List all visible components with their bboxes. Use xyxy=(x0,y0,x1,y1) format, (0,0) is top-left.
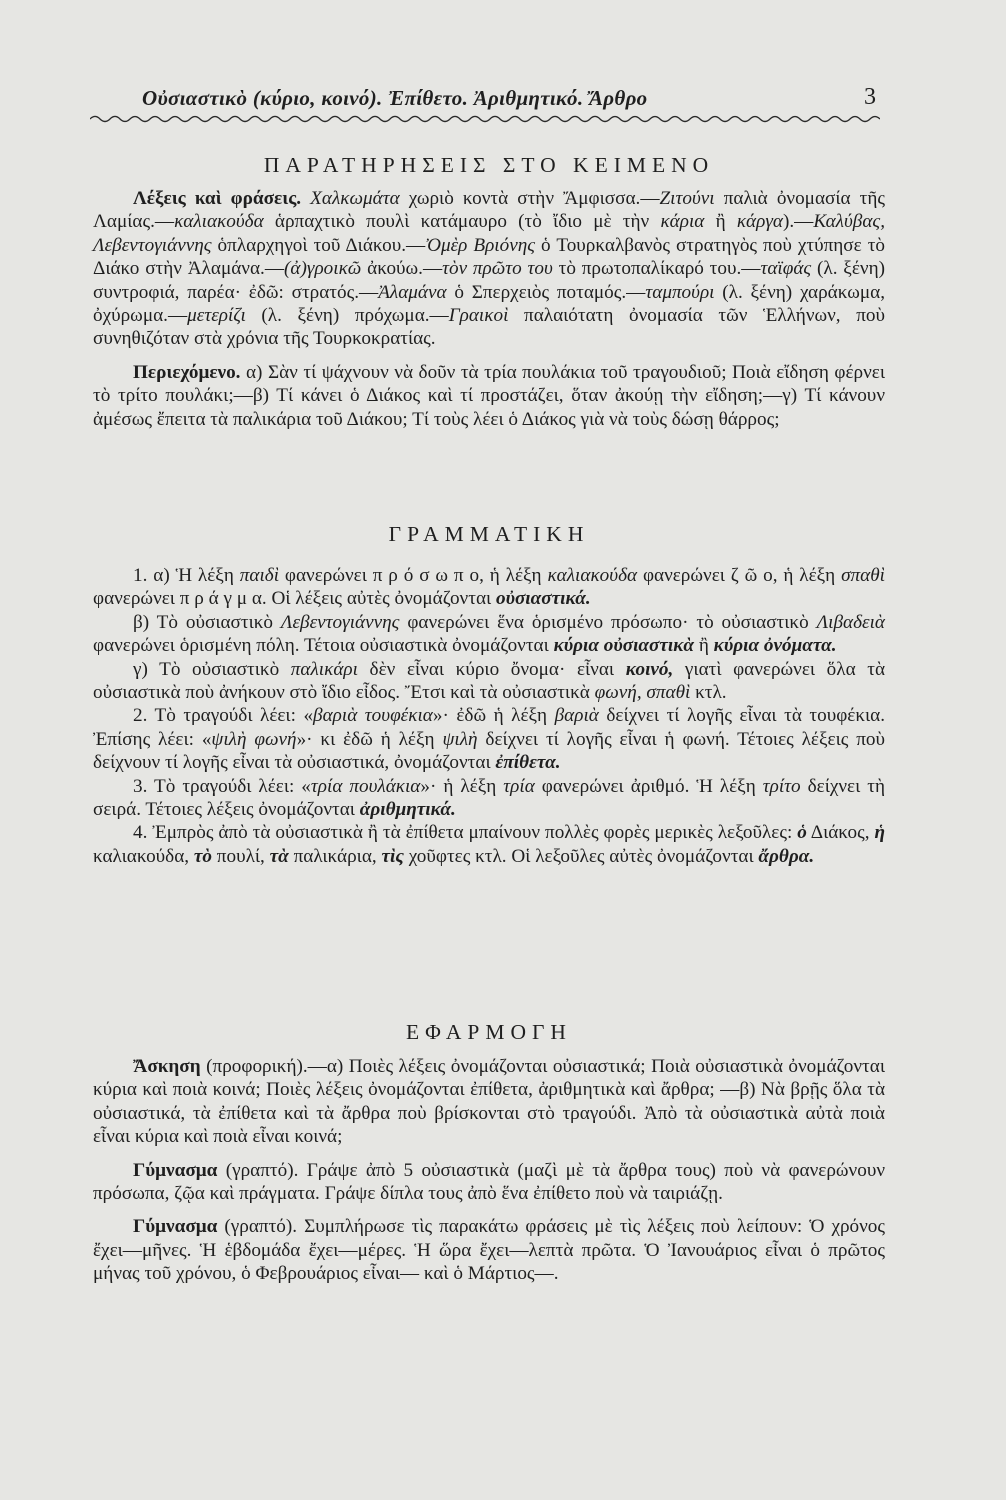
vocabulary-paragraph: Λέξεις καὶ φράσεις. Χαλκωμάτα χωριὸ κοντὰ στὴν Ἄμφισσα.—Ζιτούνι παλιὰ ὀνομασία τῆς Λαμίας.—καλιακούδα ἁρπαχτικὸ πουλὶ κατάμαυρο (τὸ ἴδιο μὲ τὴν κάρια ἢ κάργα).—Καλύβας, Λεβεντογιάννης ὁπλαρχηγοὶ τοῦ Διάκου.—Ὀμὲρ Βριόνης ὁ Τουρκαλβανὸς στρατηγὸς ποὺ χτύπησε τὸ Διάκο στὴν Ἀλαμάνα.—(ἀ)γροικῶ ἀκούω.—τὸν πρῶτο του τὸ πρωτοπαλίκαρό του.—ταϊφάς (λ. ξένη) συντροφιά, παρέα· ἐδῶ: στρατός.—Ἀλαμάνα ὁ Σπερχειὸς ποταμός.—ταμπούρι (λ. ξένη) χαράκωμα, ὀχύρωμα.—μετερίζι (λ. ξένη) πρόχωμα.—Γραικοὶ παλαιότατη ὀνομασία τῶν Ἑλλήνων, ποὺ συνηθιζόταν στὰ χρόνια τῆς Τουρκοκρατίας. xyxy=(93,188,886,350)
section-title-exercises: ΕΦΑΡΜΟΓΗ xyxy=(406,1020,572,1044)
wavy-rule xyxy=(90,112,880,126)
grammar-paragraph-6: 4. Ἐμπρὸς ἀπὸ τὰ οὐσιαστικὰ ἢ τὰ ἐπίθετα μπαίνουν πολλὲς φορὲς μερικὲς λεξοῦλες: ὁ Διάκος, ἡ καλιακούδα, τὸ πουλί, τὰ παλικάρια, τὶς χοῦφτες κτλ. Οἱ λεξοῦλες αὐτὲς ὀνομάζονται ἄρθρα. xyxy=(93,822,885,867)
oral-exercise-paragraph: Ἄσκηση (προφορική).—α) Ποιὲς λέξεις ὀνομάζονται οὐσιαστικά; Ποιὰ οὐσιαστικὰ ὀνομάζονται κύρια καὶ ποιὰ κοινά; Ποιὲς λέξεις ὀνομάζονται ἐπίθετα, ἀριθμητικὰ καὶ ἄρθρα; —β) Νὰ βρῇς ὅλα τὰ οὐσιαστικά, τὰ ἐπίθετα καὶ τὰ ἄρθρα ποὺ βρίσκονται στὸ τραγούδι. Ἀπὸ τὰ οὐσιαστικὰ αὐτὰ ποιὰ εἶναι κύρια καὶ ποιὰ εἶναι κοινά; xyxy=(93,1056,885,1148)
grammar-paragraph-2: β) Τὸ οὐσιαστικὸ Λεβεντογιάννης φανερώνει ἕνα ὁρισμένο πρόσωπο· τὸ οὐσιαστικὸ Λιβαδειὰ φανερώνει ὁρισμένη πόλη. Τέτοια οὐσιαστικὰ ὀνομάζονται κύρια οὐσιαστικὰ ἢ κύρια ὀνόματα. xyxy=(93,611,885,657)
grammar-paragraph-5: 3. Τὸ τραγούδι λέει: «τρία πουλάκια»· ἡ λέξη τρία φανερώνει ἀριθμό. Ἡ λέξη τρίτο δείχνει τὴ σειρά. Τέτοιες λέξεις ὀνομάζονται ἀριθμητικά. xyxy=(93,775,886,821)
header-title: Οὐσιαστικὸ (κύριο, κοινό). Ἐπίθετο. Ἀριθμητικό. Ἄρθρο xyxy=(142,86,648,110)
section-notes xyxy=(93,187,885,431)
grammar-paragraph-4: 2. Τὸ τραγούδι λέει: «βαριὰ τουφέκια»· ἐδῶ ἡ λέξη βαριὰ δείχνει τί λογῆς εἶναι τὰ τουφέκια. Ἐπίσης λέει: «ψιλὴ φωνή»· κι ἐδῶ ἡ λέξη ψιλὴ δείχνει τί λογῆς εἶναι ἡ φωνή. Τέτοιες λέξεις ποὺ δείχνουν τί λογῆς εἶναι τὰ οὐσιαστικά, ὀνομάζονται ἐπίθετα. xyxy=(93,705,886,774)
content-questions-paragraph: Περιεχόμενο. α) Σὰν τί ψάχνουν νὰ δοῦν τὰ τρία πουλάκια τοῦ τραγουδιοῦ; Ποιὰ εἴδηση φέρνει τὸ τρίτο πουλάκι;—β) Τί κάνει ὁ Διάκος καὶ τί προστάζει, ὅταν ἀκούῃ τὴν εἴδηση;—γ) Τί κάνουν ἀμέσως ἔπειτα τὰ παλικάρια τοῦ Διάκου; Τί τοὺς λέει ὁ Διάκος γιὰ νὰ τοὺς δώσῃ θάρρος; xyxy=(93,361,885,430)
section-exercises xyxy=(93,1055,885,1286)
grammar-paragraph-3: γ) Τὸ οὐσιαστικὸ παλικάρι δὲν εἶναι κύριο ὄνομα· εἶναι κοινό, γιατὶ φανερώνει ὅλα τὰ οὐσιαστικὰ ποὺ ἀνήκουν στὸ ἴδιο εἶδος. Ἔτσι καὶ τὰ οὐσιαστικὰ φωνή, σπαθὶ κτλ. xyxy=(93,658,885,704)
section-title-grammar: ΓΡΑΜΜΑΤΙΚΗ xyxy=(388,522,590,546)
written-exercise-1: Γύμνασμα (γραπτό). Γράψε ἀπὸ 5 οὐσιαστικὰ (μαζὶ μὲ τὰ ἄρθρα τους) ποὺ νὰ φανερώνουν πρόσωπα, ζῷα καὶ πράγματα. Γράψε δίπλα τους ἀπὸ ἕνα ἐπίθετο ποὺ νὰ ταιριάζῃ. xyxy=(93,1159,885,1205)
written-exercise-2: Γύμνασμα (γραπτό). Συμπλήρωσε τὶς παρακάτω φράσεις μὲ τὶς λέξεις ποὺ λείπουν: Ὁ χρόνος ἔχει—μῆνες. Ἡ ἑβδομάδα ἔχει—μέρες. Ἡ ὥρα ἔχει—λεπτὰ πρῶτα. Ὁ Ἰανουάριος εἶναι ὁ πρῶτος μήνας τοῦ χρόνου, ὁ Φεβρουάριος εἶναι— καὶ ὁ Μάρτιος—. xyxy=(93,1216,885,1285)
section-grammar xyxy=(93,564,885,868)
page-number: 3 xyxy=(864,84,876,110)
grammar-paragraph-1: 1. α) Ἡ λέξη παιδὶ φανερώνει π ρ ό σ ω π ο, ἡ λέξη καλιακούδα φανερώνει ζ ῶ ο, ἡ λέξη σπαθὶ φανερώνει π ρ ά γ μ α. Οἱ λέξεις αὐτὲς ὀνομάζονται οὐσιαστικά. xyxy=(93,565,885,610)
section-title-notes: ΠΑΡΑΤΗΡΗΣΕΙΣ ΣΤΟ ΚΕΙΜΕΝΟ xyxy=(263,153,715,177)
